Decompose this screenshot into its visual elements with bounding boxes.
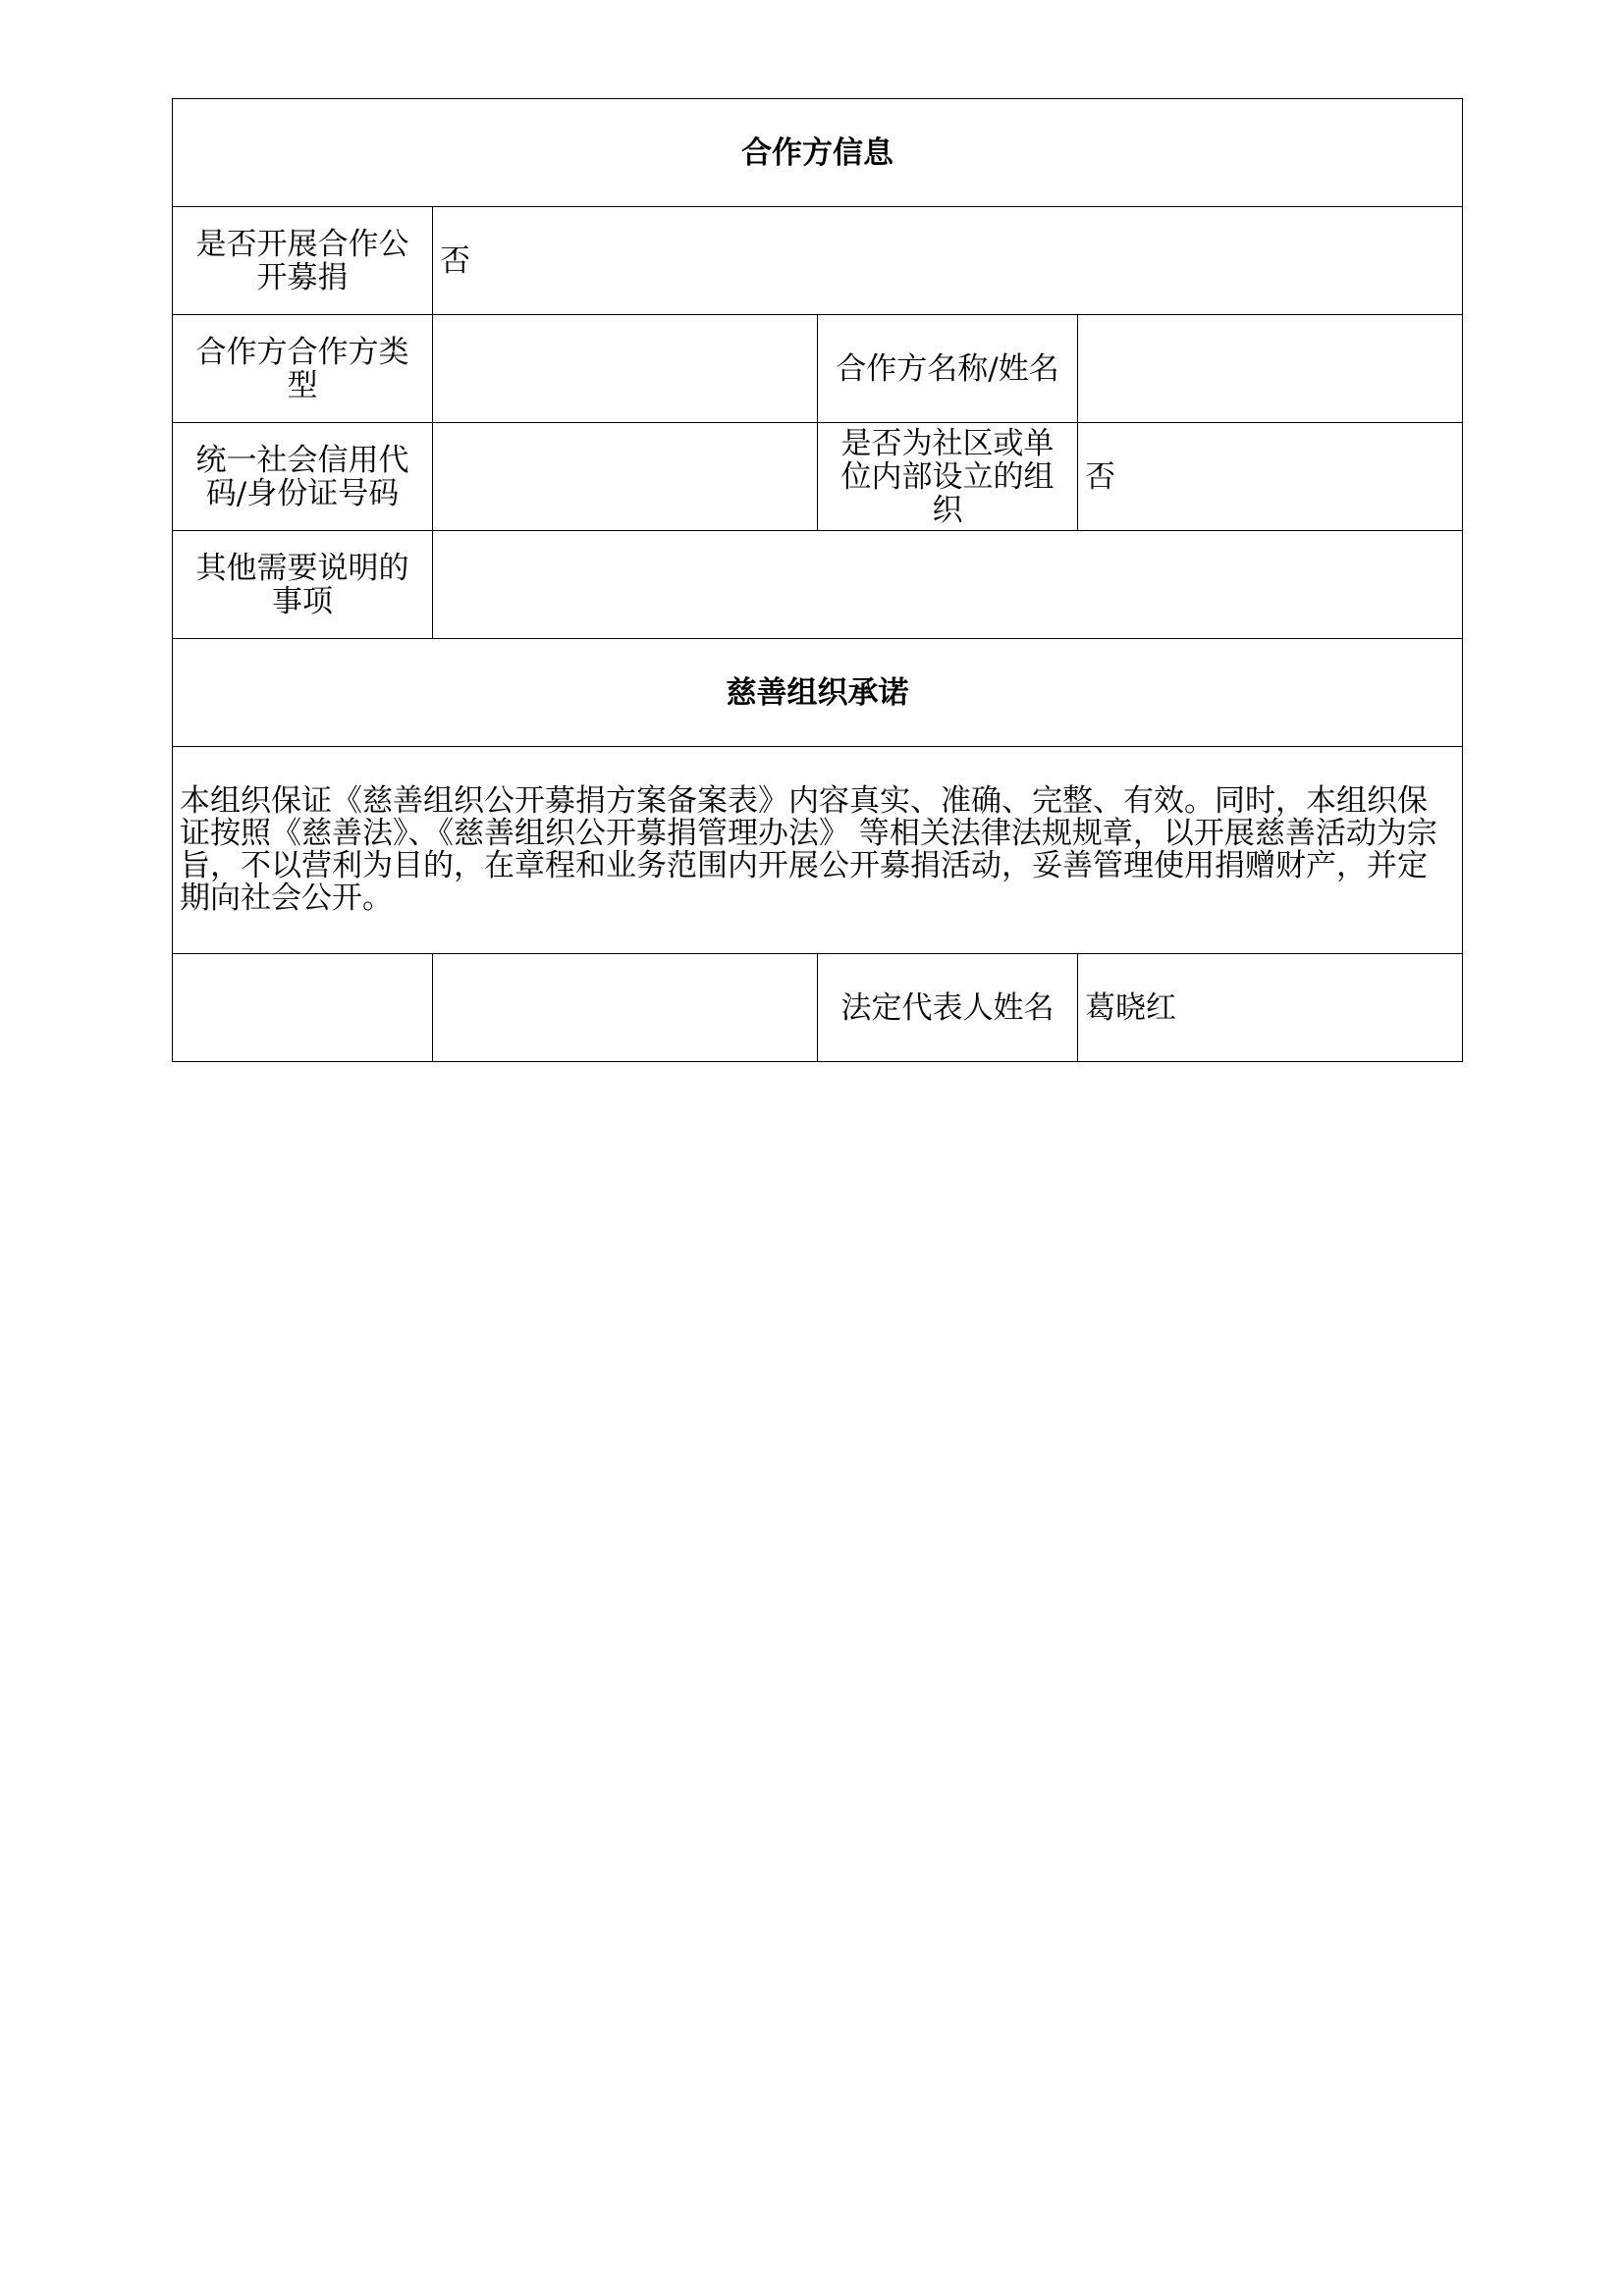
- other-notes-value: [433, 531, 1463, 639]
- legal-rep-empty-cell-1: [173, 954, 433, 1062]
- partner-type-label: 合作方合作方类型: [173, 315, 433, 423]
- partner-section-heading: 合作方信息: [173, 99, 1463, 207]
- legal-rep-value: 葛晓红: [1078, 954, 1463, 1062]
- pledge-section-heading: 慈善组织承诺: [173, 639, 1463, 747]
- other-notes-row: [173, 531, 1463, 639]
- other-notes-label: 其他需要说明的事项: [173, 531, 433, 639]
- pledge-statement-row: [173, 747, 1463, 954]
- partner-section-header-row: [173, 99, 1463, 207]
- legal-rep-row: [173, 954, 1463, 1062]
- joint-fundraising-value: 否: [433, 207, 1463, 315]
- partner-name-label: 合作方名称/姓名: [818, 315, 1078, 423]
- credit-code-value: [433, 423, 818, 531]
- credit-code-row: [173, 423, 1463, 531]
- legal-rep-empty-cell-2: [433, 954, 818, 1062]
- internal-org-value: 否: [1078, 423, 1463, 531]
- partner-type-value: [433, 315, 818, 423]
- filing-form-table: [172, 98, 1463, 1062]
- legal-rep-label: 法定代表人姓名: [818, 954, 1078, 1062]
- pledge-section-header-row: [173, 639, 1463, 747]
- credit-code-label: 统一社会信用代码/身份证号码: [173, 423, 433, 531]
- joint-fundraising-row: [173, 207, 1463, 315]
- joint-fundraising-label: 是否开展合作公开募捐: [173, 207, 433, 315]
- pledge-statement: 本组织保证《慈善组织公开募捐方案备案表》内容真实、准确、完整、有效。同时，本组织保证按照《慈善法》、《慈善组织公开募捐管理办法》 等相关法律法规规章，以开展慈善活动为宗旨，不以营利为目的，在章程和业务范围内开展公开募捐活动，妥善管理使用捐赠财产，并定期向社会公开。: [173, 747, 1463, 954]
- partner-name-value: [1078, 315, 1463, 423]
- partner-type-row: [173, 315, 1463, 423]
- internal-org-label: 是否为社区或单位内部设立的组织: [818, 423, 1078, 531]
